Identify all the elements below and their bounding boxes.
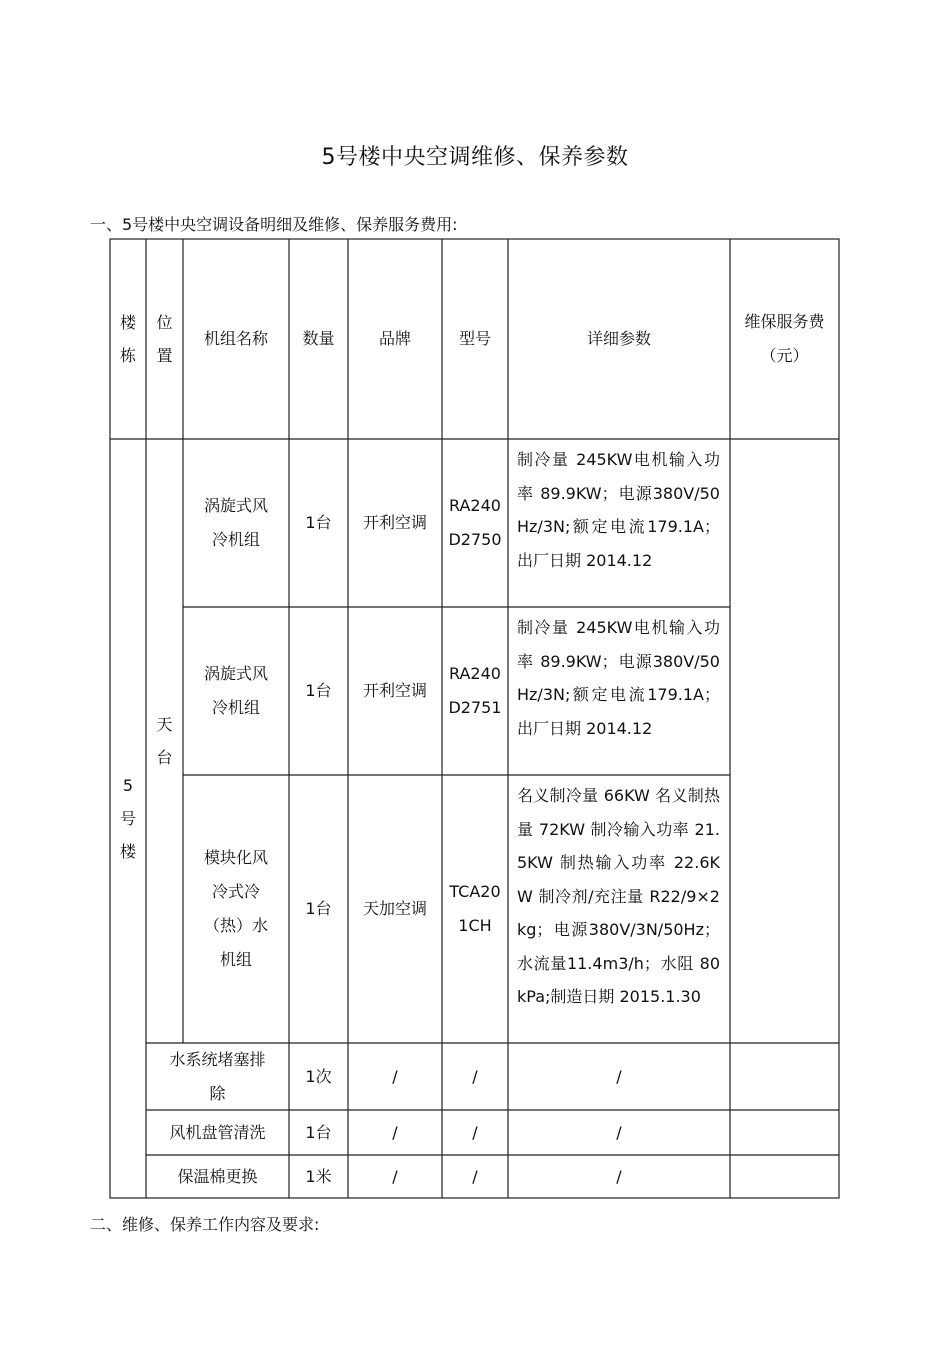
table-row-1-brand: 开利空调 <box>362 513 427 532</box>
table-row-2-name: 涡旋式风冷机组 <box>203 664 268 717</box>
table-row-4-details: / <box>616 1066 622 1086</box>
table-row-3-brand: 天加空调 <box>362 899 427 918</box>
header-quantity: 数量 <box>302 329 335 348</box>
header-building: 楼栋 <box>119 313 136 365</box>
table-row-4-name: 水系统堵塞排除 <box>169 1049 266 1103</box>
table-row-5-model: / <box>472 1122 478 1142</box>
section-heading-1: 一、5号楼中央空调设备明细及维修、保养服务费用: <box>90 215 458 234</box>
table-row-4-brand: / <box>392 1066 398 1086</box>
table-row-1-name: 涡旋式风冷机组 <box>203 496 268 549</box>
table-row-6-name: 保温棉更换 <box>177 1166 258 1186</box>
table-row-6-model: / <box>472 1166 478 1186</box>
table-row-6-brand: / <box>392 1166 398 1186</box>
table-row-4-model: / <box>472 1066 478 1086</box>
header-unit-name: 机组名称 <box>203 329 268 348</box>
table-row-5-brand: / <box>392 1122 398 1142</box>
header-location: 位置 <box>156 313 173 365</box>
building-cell: 5号楼 <box>119 776 136 861</box>
table-row-1-model: RA240D2750 <box>448 496 502 549</box>
header-model: 型号 <box>458 329 491 348</box>
table-row-1-details: 制冷量 245KW电机输入功率 89.9KW；电源380V/50Hz/3N;额定电流179.1A；出厂日期 2014.12 <box>517 450 720 570</box>
table-row-2-details: 制冷量 245KW电机输入功率 89.9KW；电源380V/50Hz/3N;额定电流179.1A；出厂日期 2014.12 <box>517 618 720 738</box>
section-heading-2: 二、维修、保养工作内容及要求: <box>90 1215 320 1234</box>
table-row-6-details: / <box>616 1166 622 1186</box>
table-row-3-details: 名义制冷量 66KW 名义制热量 72KW 制冷输入功率 21.5KW 制热输入功率 22.6KW 制冷剂/充注量 R22/9×2kg；电源380V/3N/50Hz；水流量11.4m3/h；水阻 80kPa;制造日期 2015.1.30 <box>517 786 720 1006</box>
header-fee: 维保服务费（元） <box>744 312 825 365</box>
table-row-6-quantity: 1米 <box>305 1166 332 1186</box>
table-row-5-quantity: 1台 <box>305 1122 332 1142</box>
header-details: 详细参数 <box>586 329 651 348</box>
table-row-2-brand: 开利空调 <box>362 681 427 700</box>
page-title: 5号楼中央空调维修、保养参数 <box>321 145 629 170</box>
table-row-3-model: TCA201CH <box>449 882 501 935</box>
table-row-1-quantity: 1台 <box>305 513 332 532</box>
table-row-5-details: / <box>616 1122 622 1142</box>
header-brand: 品牌 <box>378 329 411 348</box>
table-row-5-name: 风机盘管清洗 <box>169 1122 266 1142</box>
table-row-4-quantity: 1次 <box>305 1066 332 1086</box>
table-row-3-name: 模块化风冷式冷（热）水机组 <box>203 848 268 969</box>
table-row-3-quantity: 1台 <box>305 899 332 918</box>
location-cell: 天台 <box>156 715 173 767</box>
table-row-2-model: RA240D2751 <box>448 664 502 717</box>
table-row-2-quantity: 1台 <box>305 681 332 700</box>
